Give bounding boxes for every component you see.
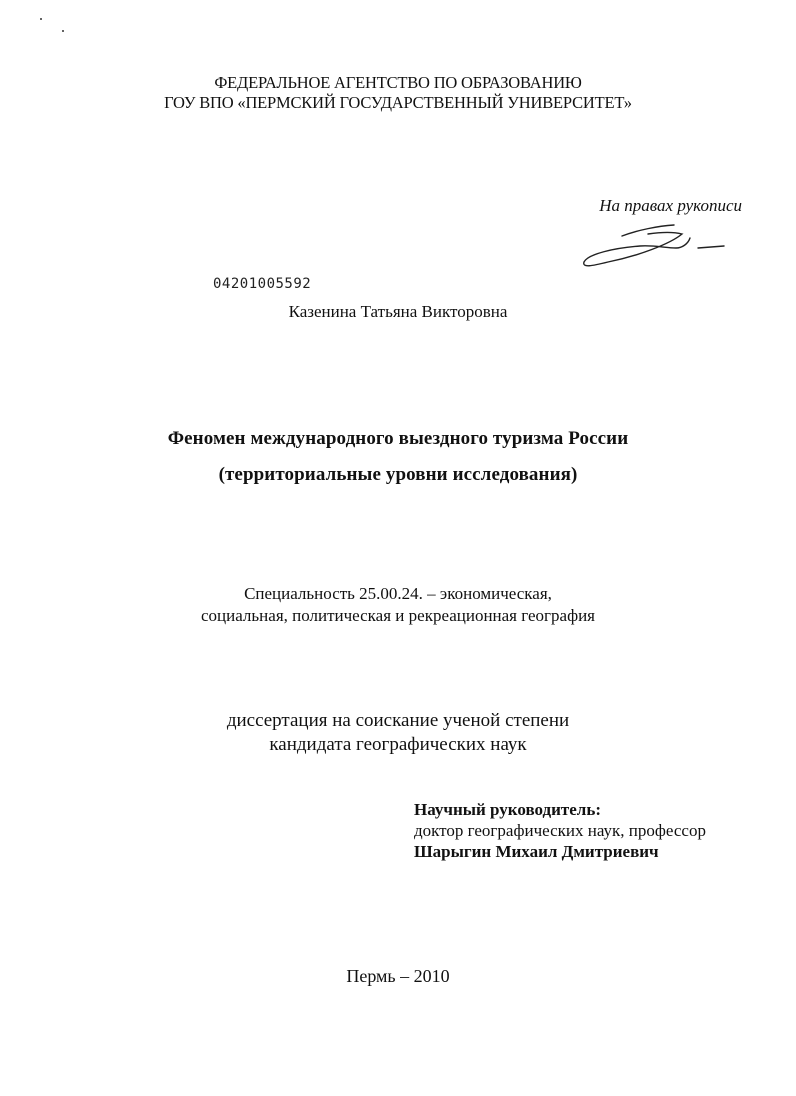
university-name: ГОУ ВПО «ПЕРМСКИЙ ГОСУДАРСТВЕННЫЙ УНИВЕРСИТЕТ» bbox=[164, 93, 632, 112]
dissertation-title-line2: (территориальные уровни исследования) bbox=[218, 464, 578, 485]
dissertation-title-line1: Феномен международного выездного туризма России bbox=[167, 428, 629, 449]
city-year: Пермь – 2010 bbox=[346, 966, 450, 986]
author-name: Казенина Татьяна Викторовна bbox=[288, 302, 508, 321]
advisor-block bbox=[414, 799, 706, 862]
advisor-label: Научный руководитель: bbox=[414, 800, 601, 819]
archive-number: 04201005592 bbox=[213, 276, 312, 292]
agency-name: ФЕДЕРАЛЬНОЕ АГЕНТСТВО ПО ОБРАЗОВАНИЮ bbox=[214, 73, 582, 92]
signature-mark bbox=[578, 222, 728, 274]
advisor-name: Шарыгин Михаил Дмитриевич bbox=[414, 842, 659, 861]
specialty-line1: Специальность 25.00.24. – экономическая, bbox=[244, 584, 552, 603]
degree-line2: кандидата географических наук bbox=[269, 734, 527, 755]
advisor-rank: доктор географических наук, профессор bbox=[414, 821, 706, 840]
degree-line1: диссертация на соискание ученой степени bbox=[226, 710, 570, 731]
specialty-line2: социальная, политическая и рекреационная география bbox=[201, 606, 595, 625]
manuscript-rights-label: На правах рукописи bbox=[599, 196, 742, 215]
